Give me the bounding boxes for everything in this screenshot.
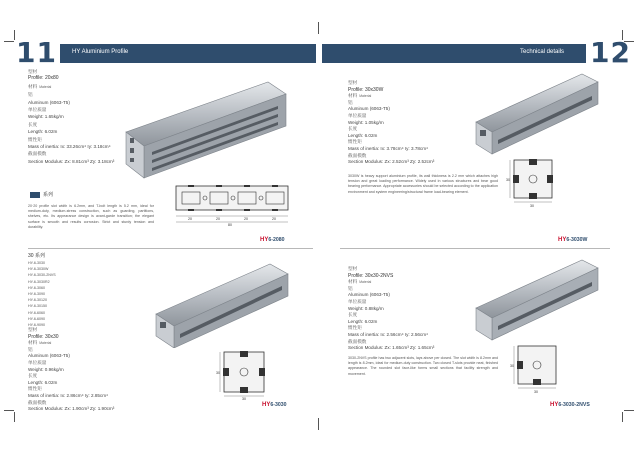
model-item: HY-6-3030-2NVS [28, 273, 56, 278]
cn-modulus: 截面模数 [348, 152, 367, 158]
series-30-header: 30 系列 [28, 253, 45, 259]
profile-3030-render [150, 258, 300, 348]
material-prefix: 铝 [348, 285, 353, 291]
divider [340, 248, 610, 249]
spec-2080 [28, 68, 114, 165]
modulus-value: Section Modulus: Zx: 1.90cm³ Zy: 1.90cm³ [28, 406, 115, 412]
crop-mark [318, 22, 319, 34]
weight-value: Weight: 0.96kg/m [28, 366, 64, 372]
right-header-title: Technical details [520, 49, 565, 55]
dim-label: 30 [216, 371, 220, 375]
model-item: HY-6-3030R2 [28, 279, 50, 284]
model-item: HY-6-3030 [28, 261, 46, 265]
series-30-list [28, 252, 56, 328]
material-value: Aluminum (6063-T5) [348, 106, 390, 112]
crop-mark [318, 418, 319, 430]
inertia-value: Mass of inertia: Ix: 2.86cm⁴ Iy: 2.85cm⁴ [28, 392, 109, 398]
right-page-number: 12 [590, 36, 631, 69]
material-row: 材料 Material [348, 279, 372, 285]
model-item: HY-6-6060 [28, 310, 46, 315]
dim-label: 30 [530, 204, 534, 208]
material-row: 材料 Material [28, 83, 52, 89]
dim-label: 80 [228, 223, 232, 226]
spec-3030w [348, 80, 434, 166]
dim-label: 20 [244, 217, 248, 221]
profile-3030w-render [470, 66, 610, 156]
product-code-2080: HY6-2080 [260, 237, 285, 243]
cn-label: 型材 [348, 80, 358, 85]
inertia-value: Mass of inertia: Ix: 2.56cm⁴ Iy: 2.56cm⁴ [348, 331, 429, 337]
cn-modulus: 截面模数 [28, 151, 47, 157]
profile-3030-2nvs-section [510, 342, 564, 394]
model-item: HY-6-3060 [28, 285, 46, 290]
dim-label: 30 [534, 390, 538, 394]
length-value: Length: 6.02m [348, 132, 378, 138]
material-row: 材料 Material [348, 93, 372, 99]
modulus-value: Section Modulus: Zx: 8.81cm³ Zy: 3.18cm³ [28, 158, 115, 164]
dim-label: 20 [188, 217, 192, 221]
series-label: 系列 [43, 192, 54, 198]
modulus-value: Section Modulus: Zx: 2.52cm³ Zy: 2.52cm³ [348, 159, 435, 165]
cn-weight: 单位质量 [28, 107, 47, 113]
divider [28, 248, 313, 249]
model-item: HY-6-30150 [28, 304, 48, 309]
model-item: HY-6-9090 [28, 323, 46, 328]
dim-label: 20 [272, 217, 276, 221]
profile-title: Profile: 20x80 [28, 75, 59, 82]
cn-label: 型材 [348, 266, 358, 271]
model-item: HY-6-6090 [28, 316, 46, 321]
brand-logo: HY [260, 237, 269, 243]
cn-length: 长度 [348, 312, 358, 318]
material-row: 材料 Material [28, 340, 52, 346]
dim-label: 20 [216, 217, 220, 221]
cn-label: 型材 [28, 69, 38, 74]
material-value: Aluminum (6063-T5) [28, 353, 70, 359]
dim-label: 30 [506, 178, 510, 182]
crop-mark [4, 410, 14, 411]
material-value: Aluminum (6063-T5) [348, 292, 390, 298]
crop-mark [622, 412, 623, 422]
weight-value: Weight: 1.65kg/m [28, 114, 64, 120]
material-value: Aluminum (6063-T5) [28, 99, 70, 105]
material-prefix: 铝 [348, 99, 353, 105]
profile-title: Profile: 30x30W [348, 86, 384, 93]
cn-inertia: 惯性矩 [348, 139, 362, 145]
series-tag-icon [30, 192, 40, 198]
model-item: HY-6-3030W [28, 267, 49, 272]
dim-label: 30 [510, 364, 514, 368]
crop-mark [624, 410, 634, 411]
left-header-title: HY Aluminium Profile [72, 49, 129, 55]
profile-title: Profile: 30x30-2NVS [348, 272, 394, 279]
weight-value: Weight: 0.88kg/m [348, 305, 384, 311]
cn-modulus: 截面模数 [348, 338, 367, 344]
cn-modulus: 截面模数 [28, 399, 47, 405]
crop-mark [14, 30, 15, 40]
cn-inertia: 惯性矩 [348, 325, 362, 331]
spec-3030-2nvs [348, 266, 434, 352]
crop-mark [14, 412, 15, 422]
brand-logo: HY [550, 402, 559, 408]
modulus-value: Section Modulus: Zx: 1.65cm³ Zy: 1.65cm³ [348, 345, 435, 351]
3030w-description: 3030W is heavy support aluminium profile, its wall thickness is 2.2 mm which attaches high tension and great loading performance. Widely used in various structures and bear good bearing performance. Appropriate accessories should be selected according to the application environment and system engineering/structural frame load-bearing element. [348, 174, 498, 194]
profile-2080-render [118, 74, 293, 184]
profile-3030-section [216, 348, 272, 400]
cn-weight: 单位质量 [348, 112, 367, 118]
cn-label: 型材 [28, 327, 38, 332]
profile-2080-section [170, 180, 295, 226]
cn-length: 长度 [348, 126, 358, 132]
spec-3030 [28, 327, 114, 413]
cn-weight: 单位质量 [348, 298, 367, 304]
cn-inertia: 惯性矩 [28, 136, 42, 142]
cn-inertia: 惯性矩 [28, 386, 42, 392]
material-prefix: 铝 [28, 92, 33, 98]
cn-weight: 单位质量 [28, 359, 47, 365]
material-prefix: 铝 [28, 346, 33, 352]
weight-value: Weight: 1.05kg/m [348, 119, 384, 125]
crop-mark [4, 41, 14, 42]
profile-3030-2nvs-render [470, 252, 610, 342]
series-20-description: 20·20 profile slot width is 6.2mm, and T-bolt length is 5.2 mm, ideal for medium-duty, medium-stress construction, such as guarding, partitions, shelves, etc. Its appearance design is avant-garde transition; the elegant surface is smooth and results corrosion. Strict and sturdy tension and durability. [28, 204, 154, 229]
product-code-3030w: HY6-3030W [558, 237, 588, 243]
3030-2nvs-description: 3030-2NVS profile has two adjacent slots, lays above per closed. The slot width is 8.2mm and length is 8.2mm, ideal for medium-duty construction. Two closed T-slots provide neat, finished appearance. The rounded slot face-like forms small sections that facility strength and movement. [348, 356, 498, 376]
length-value: Length: 6.02m [348, 318, 378, 324]
dim-label: 30 [242, 397, 246, 400]
length-value: Length: 6.02m [28, 129, 58, 135]
inertia-value: Mass of inertia: Ix: 3.78cm⁴ Iy: 3.78cm⁴ [348, 145, 429, 151]
model-item: HY-6-30120 [28, 298, 48, 303]
product-code-3030: HY6-3030 [262, 402, 287, 408]
brand-logo: HY [262, 402, 271, 408]
model-item: HY-6-3090 [28, 292, 46, 297]
inertia-value: Mass of inertia: Ix: 33.26cm⁴ Iy: 3.18cm⁴ [28, 144, 111, 150]
cn-length: 长度 [28, 373, 38, 379]
length-value: Length: 6.02m [28, 379, 58, 385]
product-code-3030-2nvs: HY6-3030-2NVS [550, 402, 590, 408]
left-page-number: 11 [16, 36, 57, 69]
profile-3030w-section [506, 156, 560, 208]
brand-logo: HY [558, 237, 567, 243]
series-badge [30, 191, 53, 198]
cn-length: 长度 [28, 121, 38, 127]
profile-title: Profile: 30x30 [28, 333, 59, 340]
